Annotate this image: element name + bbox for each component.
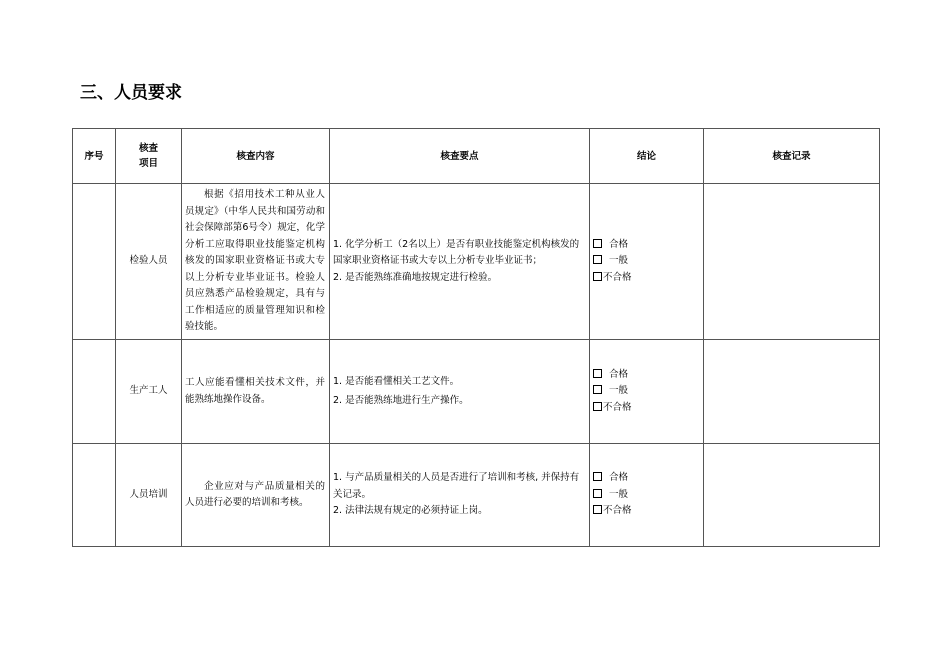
option-pass[interactable]: 合格 [593,237,703,254]
row-points [330,184,590,340]
row-seq [73,184,116,340]
checkbox-icon[interactable] [593,239,602,248]
row-points [330,340,590,444]
row-conclusion [590,340,704,444]
checkbox-icon[interactable] [593,369,602,378]
table-row [73,444,880,547]
checkbox-icon[interactable] [593,402,602,411]
row-point-1: 1. 是否能看懂相关工艺文件。 [333,375,460,387]
checkbox-icon[interactable] [593,255,602,264]
row-content-text: 工人应能看懂相关技术文件，并能熟练地操作设备。 [185,377,325,405]
header-conclusion: 结论 [590,129,704,184]
row-seq [73,340,116,444]
option-fail[interactable]: 不合格 [593,400,703,417]
checkbox-icon[interactable] [593,385,602,394]
row-conclusion [590,184,704,340]
option-average[interactable]: 一般 [593,487,703,504]
option-average[interactable]: 一般 [593,253,703,270]
header-item-line1: 核查 [138,143,158,154]
option-pass[interactable]: 合格 [593,367,703,384]
option-fail[interactable]: 不合格 [593,503,703,520]
header-seq: 序号 [73,129,116,184]
table-row [73,340,880,444]
row-item: 人员培训 [116,444,182,547]
row-content [182,184,330,340]
row-record[interactable] [704,184,880,340]
header-points: 核查要点 [330,129,590,184]
row-point-2: 2. 法律法规有规定的必须持证上岗。 [333,505,488,517]
option-average[interactable]: 一般 [593,383,703,400]
row-points [330,444,590,547]
row-point-2: 2. 是否能熟练地进行生产操作。 [333,395,469,406]
header-item [116,129,182,184]
header-content: 核查内容 [182,129,330,184]
row-record[interactable] [704,444,880,547]
checkbox-icon[interactable] [593,272,602,281]
personnel-requirements-table [72,128,880,547]
row-seq [73,444,116,547]
row-content [182,340,330,444]
row-item: 检验人员 [116,184,182,340]
checkbox-icon[interactable] [593,505,602,514]
row-point-1: 1. 与产品质量相关的人员是否进行了培训和考核, 并保持有关记录。 [333,472,580,500]
row-point-1: 1. 化学分析工（2名以上）是否有职业技能鉴定机构核发的国家职业资格证书或大专以上分析专业毕业证书； [333,238,580,267]
row-content-text: 根据《招用技术工种从业人员规定》（中华人民共和国劳动和社会保障部第6号令）规定，化学分析工应取得职业技能鉴定机构核发的国家职业资格证书或大专以上分析专业毕业证书。检验人员应熟悉产品检验规定，具有与工作相适应的质量管理知识和检验技能。 [185,189,325,333]
row-record[interactable] [704,340,880,444]
row-conclusion [590,444,704,547]
header-record: 核查记录 [704,129,880,184]
row-content [182,444,330,547]
header-item-line2: 项目 [138,158,158,169]
checkbox-icon[interactable] [593,472,602,481]
row-content-text: 企业应对与产品质量相关的人员进行必要的培训和考核。 [185,480,325,508]
table-header-row [73,129,880,184]
section-title: 三、人员要求 [80,83,182,103]
option-pass[interactable]: 合格 [593,470,703,487]
row-point-2: 2. 是否能熟练准确地按规定进行检验。 [333,271,498,283]
table-row [73,184,880,340]
checkbox-icon[interactable] [593,489,602,498]
row-item: 生产工人 [116,340,182,444]
option-fail[interactable]: 不合格 [593,270,703,287]
